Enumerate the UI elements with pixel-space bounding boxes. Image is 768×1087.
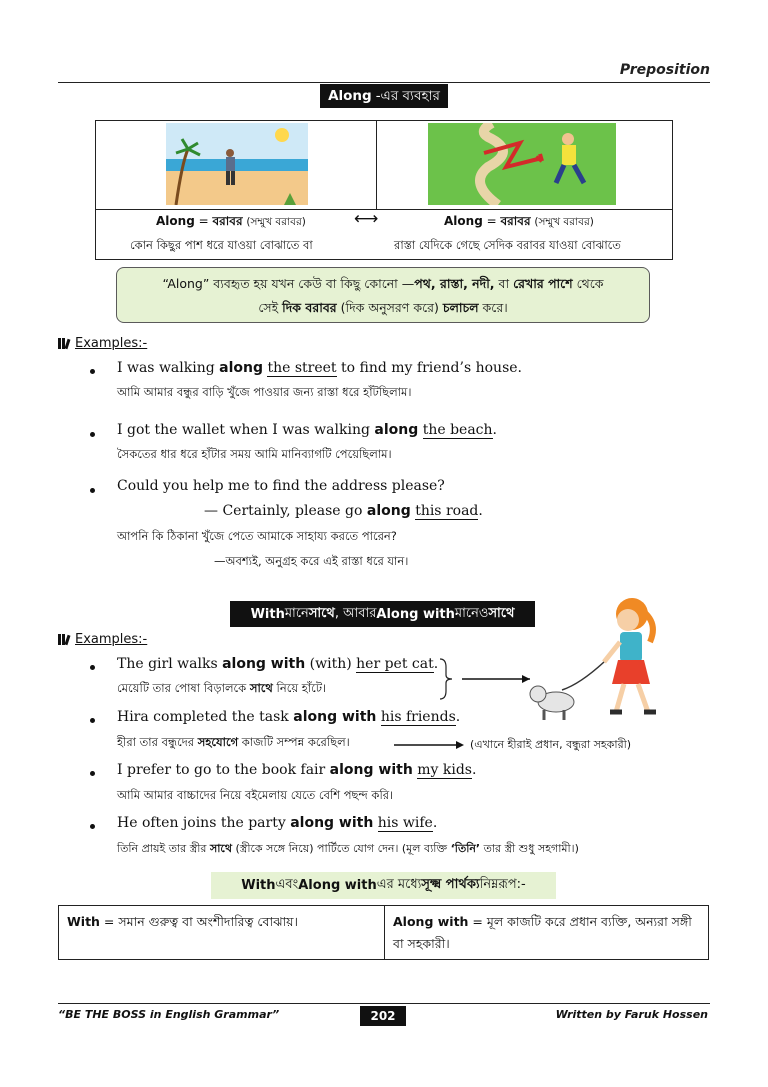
text: I prefer to go to the book fair xyxy=(117,762,330,778)
banner-word: Along xyxy=(328,88,372,104)
text: তিনি প্রায়ই তার স্ত্রীর xyxy=(117,842,210,855)
with-example-2-english xyxy=(117,709,460,725)
text: (স্ত্রীকে সঙ্গে নিয়ে) পার্টিতে যোগ দেন। (মূল ব্যক্তি xyxy=(231,842,451,855)
note-text: সেই xyxy=(258,300,283,315)
bullet-dot xyxy=(90,718,95,723)
cell-keyword: With xyxy=(67,914,100,929)
with-example-4-english xyxy=(117,815,437,831)
left-def-meaning: বরাবর xyxy=(212,214,243,228)
text: . xyxy=(472,762,477,778)
girl-walking-cat-illustration xyxy=(520,594,680,734)
with-example-1-bangla xyxy=(117,680,326,699)
banner-suffix: -এর ব্যবহার xyxy=(375,87,440,104)
left-def-note: (সম্মুখ বরাবর) xyxy=(246,216,306,228)
example-2-english xyxy=(117,422,497,438)
banner-text: মানেও xyxy=(454,605,489,621)
text: The girl walks xyxy=(117,656,223,672)
note-text: “Along” ব্যবহৃত হয় যখন কেউ বা কিছু কোনো — xyxy=(162,276,415,291)
footer-author: Written by Faruk Hossen xyxy=(555,1008,708,1021)
bullet-dot xyxy=(90,488,95,493)
example-3-bangla-a: —অবশ্যই, অনুগ্রহ করে এই রাস্তা ধরে যান। xyxy=(214,554,409,568)
text: He often joins the party xyxy=(117,815,291,831)
example-1-bangla: আমি আমার বন্ধুর বাড়ি খুঁজে পাওয়ার জন্য রাস্তা ধরে হাঁটছিলাম। xyxy=(117,385,412,399)
examples-heading-2 xyxy=(58,632,147,647)
cell-keyword: Along with xyxy=(393,914,469,929)
right-description: রাস্তা যেদিকে গেছে সেদিক বরাবর যাওয়া বোঝাতে xyxy=(394,238,621,252)
left-def-word: Along xyxy=(156,214,195,228)
cell-text: = সমান গুরুত্ব বা অংশীদারিত্ব বোঝায়। xyxy=(99,914,298,929)
underlined-phrase: this road xyxy=(415,503,479,519)
books-icon xyxy=(58,634,69,645)
text: . xyxy=(492,422,497,438)
bullet-dot xyxy=(90,369,95,374)
right-def-meaning: বরাবর xyxy=(500,214,531,228)
difference-table xyxy=(58,905,709,960)
keyword: along xyxy=(219,360,264,376)
examples-label: Examples:- xyxy=(75,336,148,351)
text: to find my friend’s house. xyxy=(336,360,522,376)
footer-divider xyxy=(58,1003,710,1004)
with-example-3-bangla: আমি আমার বাচ্চাদের নিয়ে বইমেলায় যেতে বেশি পছন্দ করি। xyxy=(117,788,394,802)
underlined-phrase: the street xyxy=(267,360,337,376)
along-with-cell xyxy=(385,906,708,959)
example-3-bangla-q: আপনি কি ঠিকানা খুঁজে পেতে আমাকে সাহায্য করতে পারেন? xyxy=(117,529,397,543)
underlined-phrase: my kids xyxy=(417,762,472,778)
difference-banner xyxy=(211,872,556,899)
text: . xyxy=(432,815,438,831)
page-number: 202 xyxy=(360,1006,406,1026)
note-text: থেকে xyxy=(572,276,604,291)
text: হীরা তার বন্ধুদের xyxy=(117,735,198,749)
note-bold: পথ, রাস্তা, নদী, xyxy=(414,276,495,291)
left-along-definition xyxy=(156,213,306,233)
text: তার স্ত্রী শুধু সহগামী।) xyxy=(480,842,579,855)
keyword: সাথে xyxy=(209,842,232,855)
bullet-dot xyxy=(90,432,95,437)
text: নিয়ে হাঁটে। xyxy=(272,681,327,695)
text: I got the wallet when I was walking xyxy=(117,422,375,438)
example-3-question: Could you help me to find the address please? xyxy=(117,478,445,494)
keyword: along xyxy=(374,422,419,438)
arrow-icon xyxy=(392,736,468,755)
keyword: along xyxy=(366,503,411,519)
underlined-phrase: the beach xyxy=(422,422,493,438)
banner-text: এবং xyxy=(275,877,299,892)
note-text: (দিক অনুসরণ করে) xyxy=(336,300,443,315)
note-line-2 xyxy=(117,296,649,320)
banner-text: , আবার xyxy=(334,605,377,621)
note-bold: দিক বরাবর xyxy=(282,300,337,315)
note-bold: রেখার পাশে xyxy=(513,276,573,291)
with-example-4-bangla xyxy=(117,840,579,859)
right-along-definition xyxy=(444,213,594,233)
banner-bold: With xyxy=(250,606,285,622)
with-example-1-english xyxy=(117,656,438,672)
page-header-title: Preposition xyxy=(619,62,710,78)
left-def-eq: = xyxy=(198,214,209,228)
text: . xyxy=(433,656,439,672)
with-cell xyxy=(59,906,385,959)
banner-text: এর মধ্যে xyxy=(376,877,422,892)
banner-text: মানে xyxy=(284,605,309,621)
bullet-dot xyxy=(90,665,95,670)
header-divider xyxy=(58,82,710,83)
box-divider-horizontal xyxy=(96,209,672,210)
note-text: বা xyxy=(494,276,514,291)
example-2-bangla: সৈকতের ধার ধরে হাঁটার সময় আমি মানিব্যাগটি পেয়েছিলাম। xyxy=(117,447,392,461)
example-3-answer xyxy=(204,503,483,519)
bullet-dot xyxy=(90,824,95,829)
text: I was walking xyxy=(117,360,220,376)
text: মেয়েটি তার পোষা বিড়ালকে xyxy=(117,681,250,695)
banner-text: নিম্নরূপ:- xyxy=(479,877,526,892)
keyword: সাথে xyxy=(249,681,273,695)
with-along-with-banner xyxy=(230,601,535,627)
with-example-2-bangla xyxy=(117,734,350,753)
keyword: along with xyxy=(290,815,374,831)
banner-bold: সূক্ষ্ম পার্থক্য xyxy=(421,877,480,892)
keyword: along with xyxy=(329,762,413,778)
brace-and-arrow xyxy=(438,657,538,705)
right-def-note: (সম্মুখ বরাবর) xyxy=(534,216,594,228)
beach-walk-illustration xyxy=(166,123,308,205)
keyword: ‘তিনি’ xyxy=(450,842,481,855)
example-1-english xyxy=(117,360,522,376)
text: . xyxy=(455,709,461,725)
note-text: করে। xyxy=(478,300,508,315)
text: . xyxy=(478,503,483,519)
along-meaning-box xyxy=(95,120,673,260)
books-icon xyxy=(58,338,69,349)
with-example-2-note: (এখানে হীরাই প্রধান, বন্ধুরা সহকারী) xyxy=(470,738,632,751)
text: — Certainly, please go xyxy=(204,503,367,519)
banner-bold: With xyxy=(241,878,276,893)
footer-book-title: “BE THE BOSS in English Grammar” xyxy=(58,1008,280,1021)
box-divider-vertical xyxy=(376,121,377,209)
examples-label: Examples:- xyxy=(75,632,148,647)
keyword: along with xyxy=(293,709,377,725)
underlined-phrase: his wife xyxy=(377,815,433,831)
keyword: সহযোগে xyxy=(197,735,239,749)
note-bold: চলাচল xyxy=(442,300,479,315)
road-walk-illustration xyxy=(428,123,616,205)
underlined-phrase: his friends xyxy=(380,709,456,725)
keyword: along with xyxy=(222,656,306,672)
cell-text: = মূল কাজটি করে প্রধান ব্যক্তি, অন্যরা সঙ্গী বা সহকারী। xyxy=(393,914,692,951)
right-def-word: Along xyxy=(444,214,483,228)
banner-bold: সাথে xyxy=(308,605,335,621)
text: Hira completed the task xyxy=(117,709,294,725)
note-line-1 xyxy=(117,272,649,296)
bullet-dot xyxy=(90,771,95,776)
underlined-phrase: her pet cat xyxy=(356,656,434,672)
left-description: কোন কিছুর পাশ ধরে যাওয়া বোঝাতে বা xyxy=(130,238,313,252)
text: কাজটি সম্পন্ন করেছিল। xyxy=(238,735,350,749)
along-usage-note xyxy=(116,267,650,323)
examples-heading xyxy=(58,336,147,351)
text: (with) xyxy=(305,656,357,672)
banner-bold: Along with xyxy=(298,878,377,893)
section-banner-along xyxy=(320,84,448,108)
banner-bold: সাথে xyxy=(488,605,515,621)
right-def-eq: = xyxy=(486,214,497,228)
with-example-3-english xyxy=(117,762,476,778)
double-arrow-icon: ⟷ xyxy=(354,209,379,229)
banner-bold: Along with xyxy=(376,606,455,622)
